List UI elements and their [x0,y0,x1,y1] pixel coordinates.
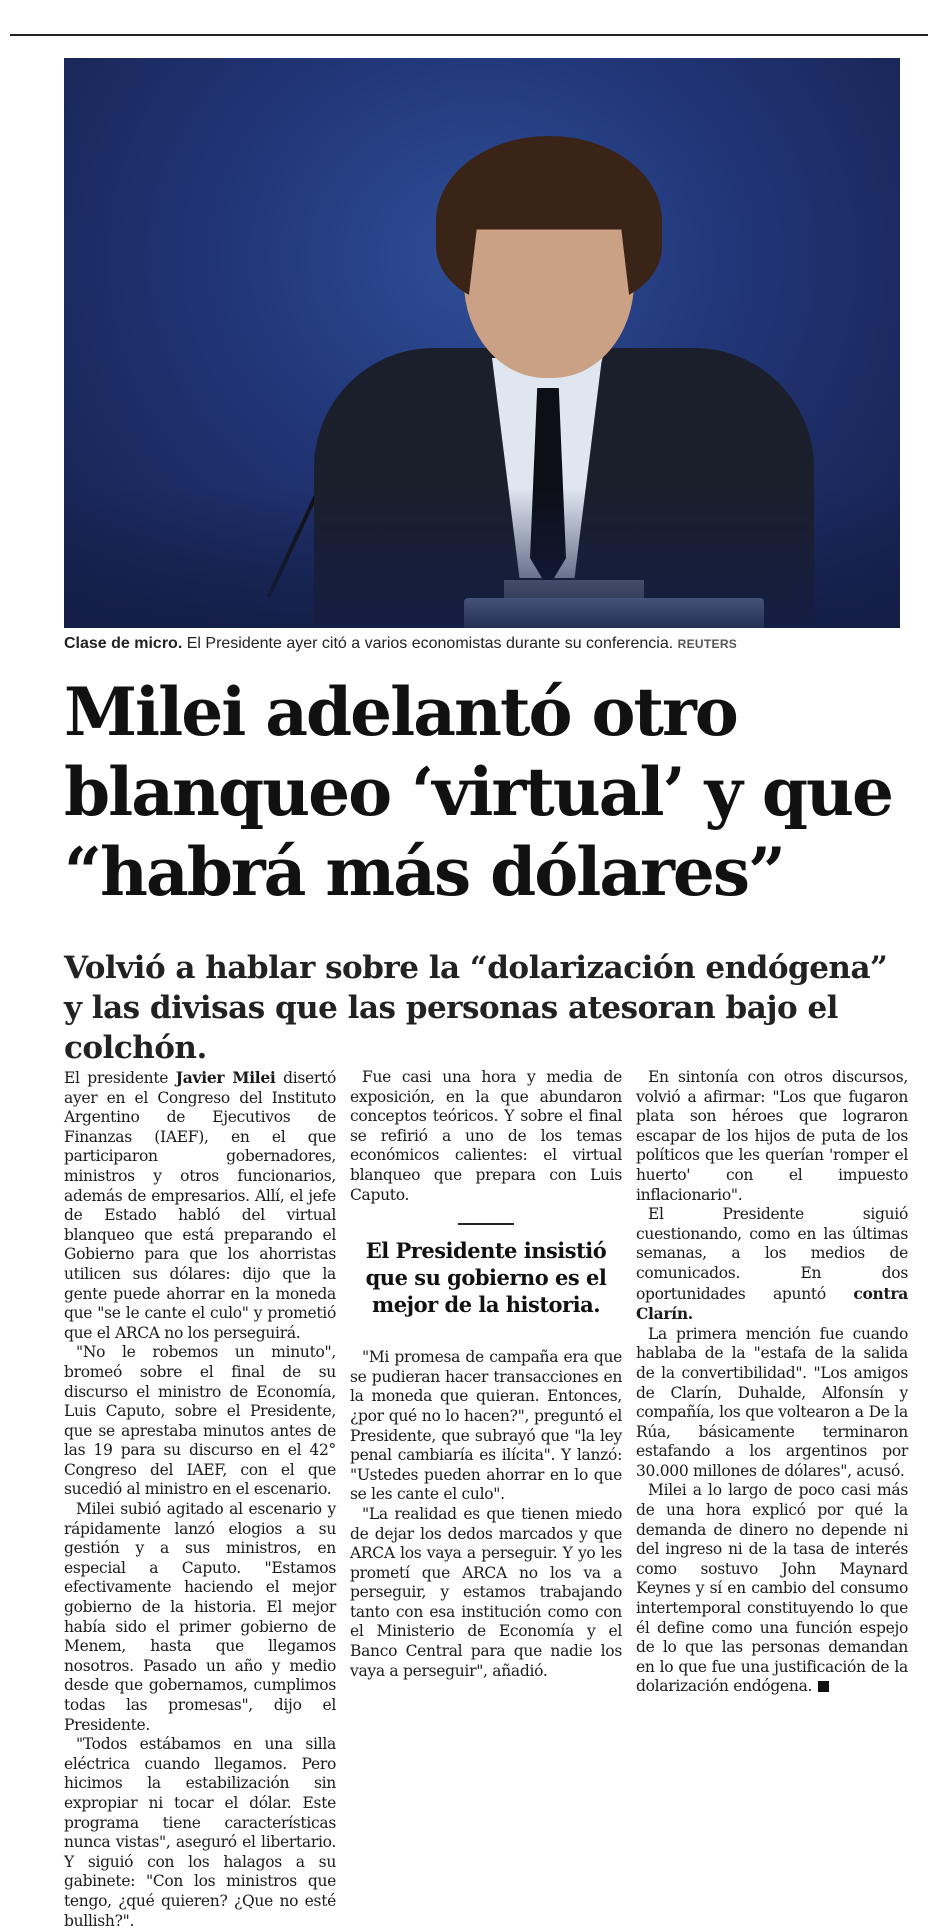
paragraph-1-start: El presidente [64,1069,176,1087]
paragraph-11-text: Milei a lo largo de poco casi más de una hora explicó por qué la demanda de dinero no depende ni del ingreso ni de la tasa de interés como sostuvo John Maynard Keynes y sí en cambio del consumo intertemporal constituyendo lo que él define como una función espejo de lo que las personas demandan en lo que fue una justificación de la dolarización endógena. [636,1481,908,1696]
caption-text: El Presidente ayer citó a varios economistas durante su conferencia. [182,635,678,652]
paragraph-11 [636,1481,908,1697]
paragraph-9 [636,1205,908,1325]
subheadline: Volvió a hablar sobre la “dolarización endógena” y las divisas que las personas atesoran bajo el colchón. [64,950,888,1066]
top-rule [10,34,928,36]
photo-vignette [64,488,900,628]
column-3 [636,1068,908,1697]
pullquote-text: El Presidente insistió que su gobierno es el mejor de la historia. [365,1238,607,1318]
paragraph-9-bold: contra Clarín. [636,1283,908,1324]
paragraph-3: Milei subió agitado al escenario y rápidamente lanzó elogios a su gestión y a sus ministros, en especial a Caputo. "Estamos efectivamente haciendo el mejor gobierno de la historia. El mejor había sido el primer gobierno de Menem, hasta que llegamos nosotros. Pasado un año y medio desde que gobernamos, cumplimos todas las promesas", dijo el Presidente. [64,1500,336,1734]
paragraph-1-name: Javier Milei [175,1068,276,1087]
column-2 [350,1068,622,1681]
paragraph-7: "La realidad es que tienen miedo de dejar los dedos marcados y que ARCA los vaya a perseguir. Y yo les prometí que ARCA no los va a perseguir, y estamos trabajando tanto con esa institución como con el Ministerio de Economía y el Banco Central para que nadie los vaya a perseguir", añadió. [350,1504,622,1680]
paragraph-10: La primera mención fue cuando hablaba de la "estafa de la salida de la convertibilidad". "Los amigos de Clarín, Duhalde, Alfonsín y compañía, los que voltearon a De la Rúa, básicamente terminaron estafando a los argentinos por 30.000 millones de dólares", acusó. [636,1324,908,1480]
paragraph-9-start: El Presidente siguió cuestionando, como en las últimas semanas, a los medios de comunicados. En dos oportunidades apuntó [636,1205,908,1303]
photo-credit: REUTERS [677,637,738,651]
paragraph-5: Fue casi una hora y media de exposición, en la que abundaron conceptos teóricos. Y sobre el final se refirió a uno de los temas económicos calientes: el virtual blanqueo que prepara con Luis Caputo. [350,1068,622,1204]
photo-caption [64,635,900,653]
headline: Milei adelantó otro blanqueo ‘virtual’ y que “habrá más dólares” [64,673,892,911]
end-of-article-icon [818,1681,829,1692]
paragraph-6: "Mi promesa de campaña era que se pudieran hacer transacciones en la moneda que quieran. Entonces, ¿por qué no lo hacen?", preguntó el Presidente, que subrayó que "la ley penal cambiaría es ilícita". Y lanzó: "Ustedes pueden ahorrar en lo que se les cante el culo". [350,1348,622,1504]
paragraph-2: "No le robemos un minuto", bromeó sobre el final de su discurso el ministro de Economía, Luis Caputo, sobre el Presidente, que se aprestaba minutos antes de las 19 para su discurso en el 42° Congreso del IAEF, con el que sucedió al ministro en el escenario. [64,1343,336,1499]
paragraph-4: "Todos estábamos en una silla eléctrica cuando llegamos. Pero hicimos la estabilización sin expropiar ni tocar el dólar. Este programa tiene características nunca vistas", aseguró el libertario. Y siguió con los halagos a su gabinete: "Con los ministros que tengo, ¿qué quieren? ¿Que no esté bullish?". [64,1735,336,1930]
paragraph-8: En sintonía con otros discursos, volvió a afirmar: "Los que fugaron plata son héroes que lograron escapar de los hijos de puta de los políticos que les querían 'romper el huerto' con el impuesto inflacionario". [636,1068,908,1204]
article-photo [64,58,900,628]
paragraph-1 [64,1068,336,1343]
paragraph-1-rest: disertó ayer en el Congreso del Instituto Argentino de Ejecutivos de Finanzas (IAEF), en el que participaron gobernadores, ministros y otros funcionarios, además de empresarios. Allí, el jefe de Estado habló del virtual blanqueo que está preparando el Gobierno para que los ahorristas utilicen sus dólares: dijo que la gente puede ahorrar en la moneda que "se le cante el culo" y prometió que el ARCA no los perseguirá. [64,1069,336,1342]
pullquote [350,1223,622,1318]
column-1 [64,1068,336,1931]
pullquote-rule [458,1223,514,1225]
caption-lead: Clase de micro. [64,635,183,652]
